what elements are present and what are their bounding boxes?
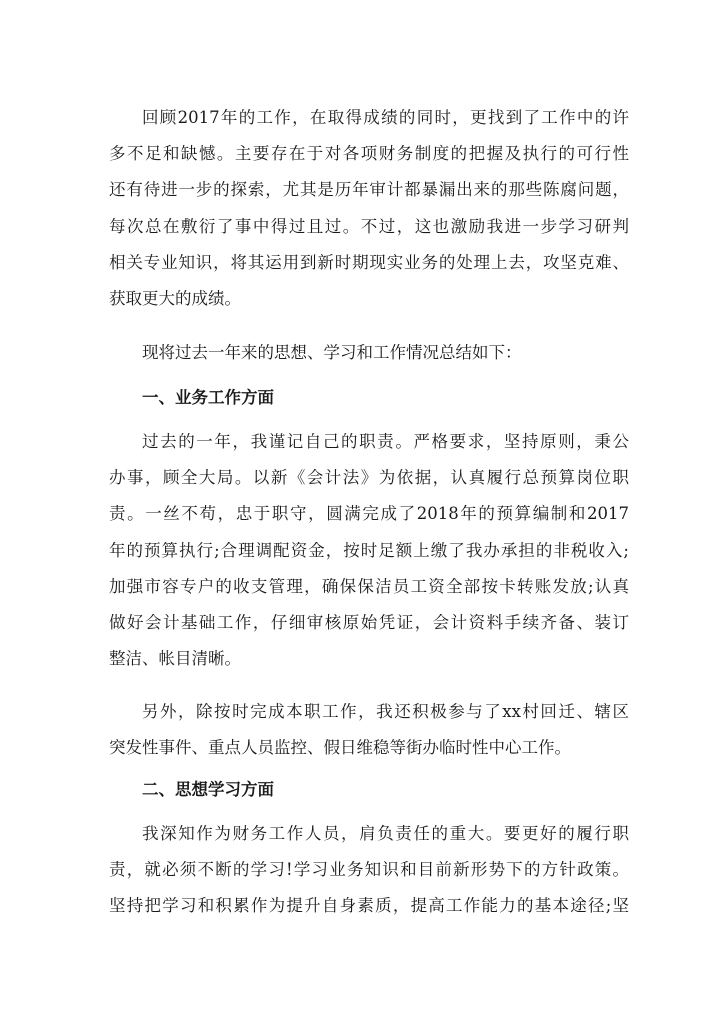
paragraph-study	[109, 816, 629, 925]
paragraph-business-work	[109, 424, 629, 677]
paragraph-review	[109, 100, 629, 317]
text-line: 做好会计基础工作，仔细审核原始凭证，会计资料手续齐备、装订	[109, 612, 629, 632]
text-line: 加强市容专户的收支管理，确保保洁员工资全部按卡转账发放;认真	[109, 576, 629, 596]
text-line: 过去的一年，我谨记自己的职责。严格要求，坚持原则，秉公	[142, 432, 629, 451]
text-line: 每次总在敷衍了事中得过且过。不过，这也激励我进一步学习研判	[109, 216, 629, 236]
paragraph-additional-work	[109, 694, 629, 766]
text-line: 责。一丝不苟，忠于职守，圆满完成了2018年的预算编制和2017	[109, 504, 629, 524]
text-line: 责，就必须不断的学习!学习业务知识和目前新形势下的方针政策。	[109, 860, 629, 880]
text-line: 相关专业知识，将其运用到新时期现实业务的处理上去，攻坚克难、	[109, 252, 629, 272]
paragraph-summary-intro	[109, 335, 629, 371]
text-line: 还有待进一步的探索，尤其是历年审计都暴漏出来的那些陈腐问题，	[109, 180, 629, 200]
text-line: 我深知作为财务工作人员，肩负责任的重大。要更好的履行职	[142, 824, 629, 843]
section-heading-business	[109, 380, 629, 416]
text-line: 办事，顾全大局。以新《会计法》为依据，认真履行总预算岗位职	[109, 468, 629, 488]
text-line: 坚持把学习和积累作为提升自身素质，提高工作能力的基本途径;坚	[109, 896, 629, 916]
text-line: 突发性事件、重点人员监控、假日维稳等街办临时性中心工作。	[109, 738, 571, 758]
text-line: 现将过去一年来的思想、学习和工作情况总结如下：	[142, 343, 522, 362]
text-line: 获取更大的成绩。	[109, 288, 241, 308]
section-heading-study	[109, 772, 629, 808]
section-heading: 二、思想学习方面	[142, 780, 274, 799]
text-line: 多不足和缺憾。主要存在于对各项财务制度的把握及执行的可行性	[109, 144, 629, 164]
text-line: 年的预算执行;合理调配资金，按时足额上缴了我办承担的非税收入;	[109, 540, 629, 560]
section-heading: 一、业务工作方面	[142, 388, 274, 407]
text-line: 回顾2017年的工作，在取得成绩的同时，更找到了工作中的许	[142, 108, 629, 127]
text-line: 整洁、帐目清晰。	[109, 649, 241, 669]
text-line: 另外，除按时完成本职工作，我还积极参与了xx村回迁、辖区	[142, 702, 629, 721]
